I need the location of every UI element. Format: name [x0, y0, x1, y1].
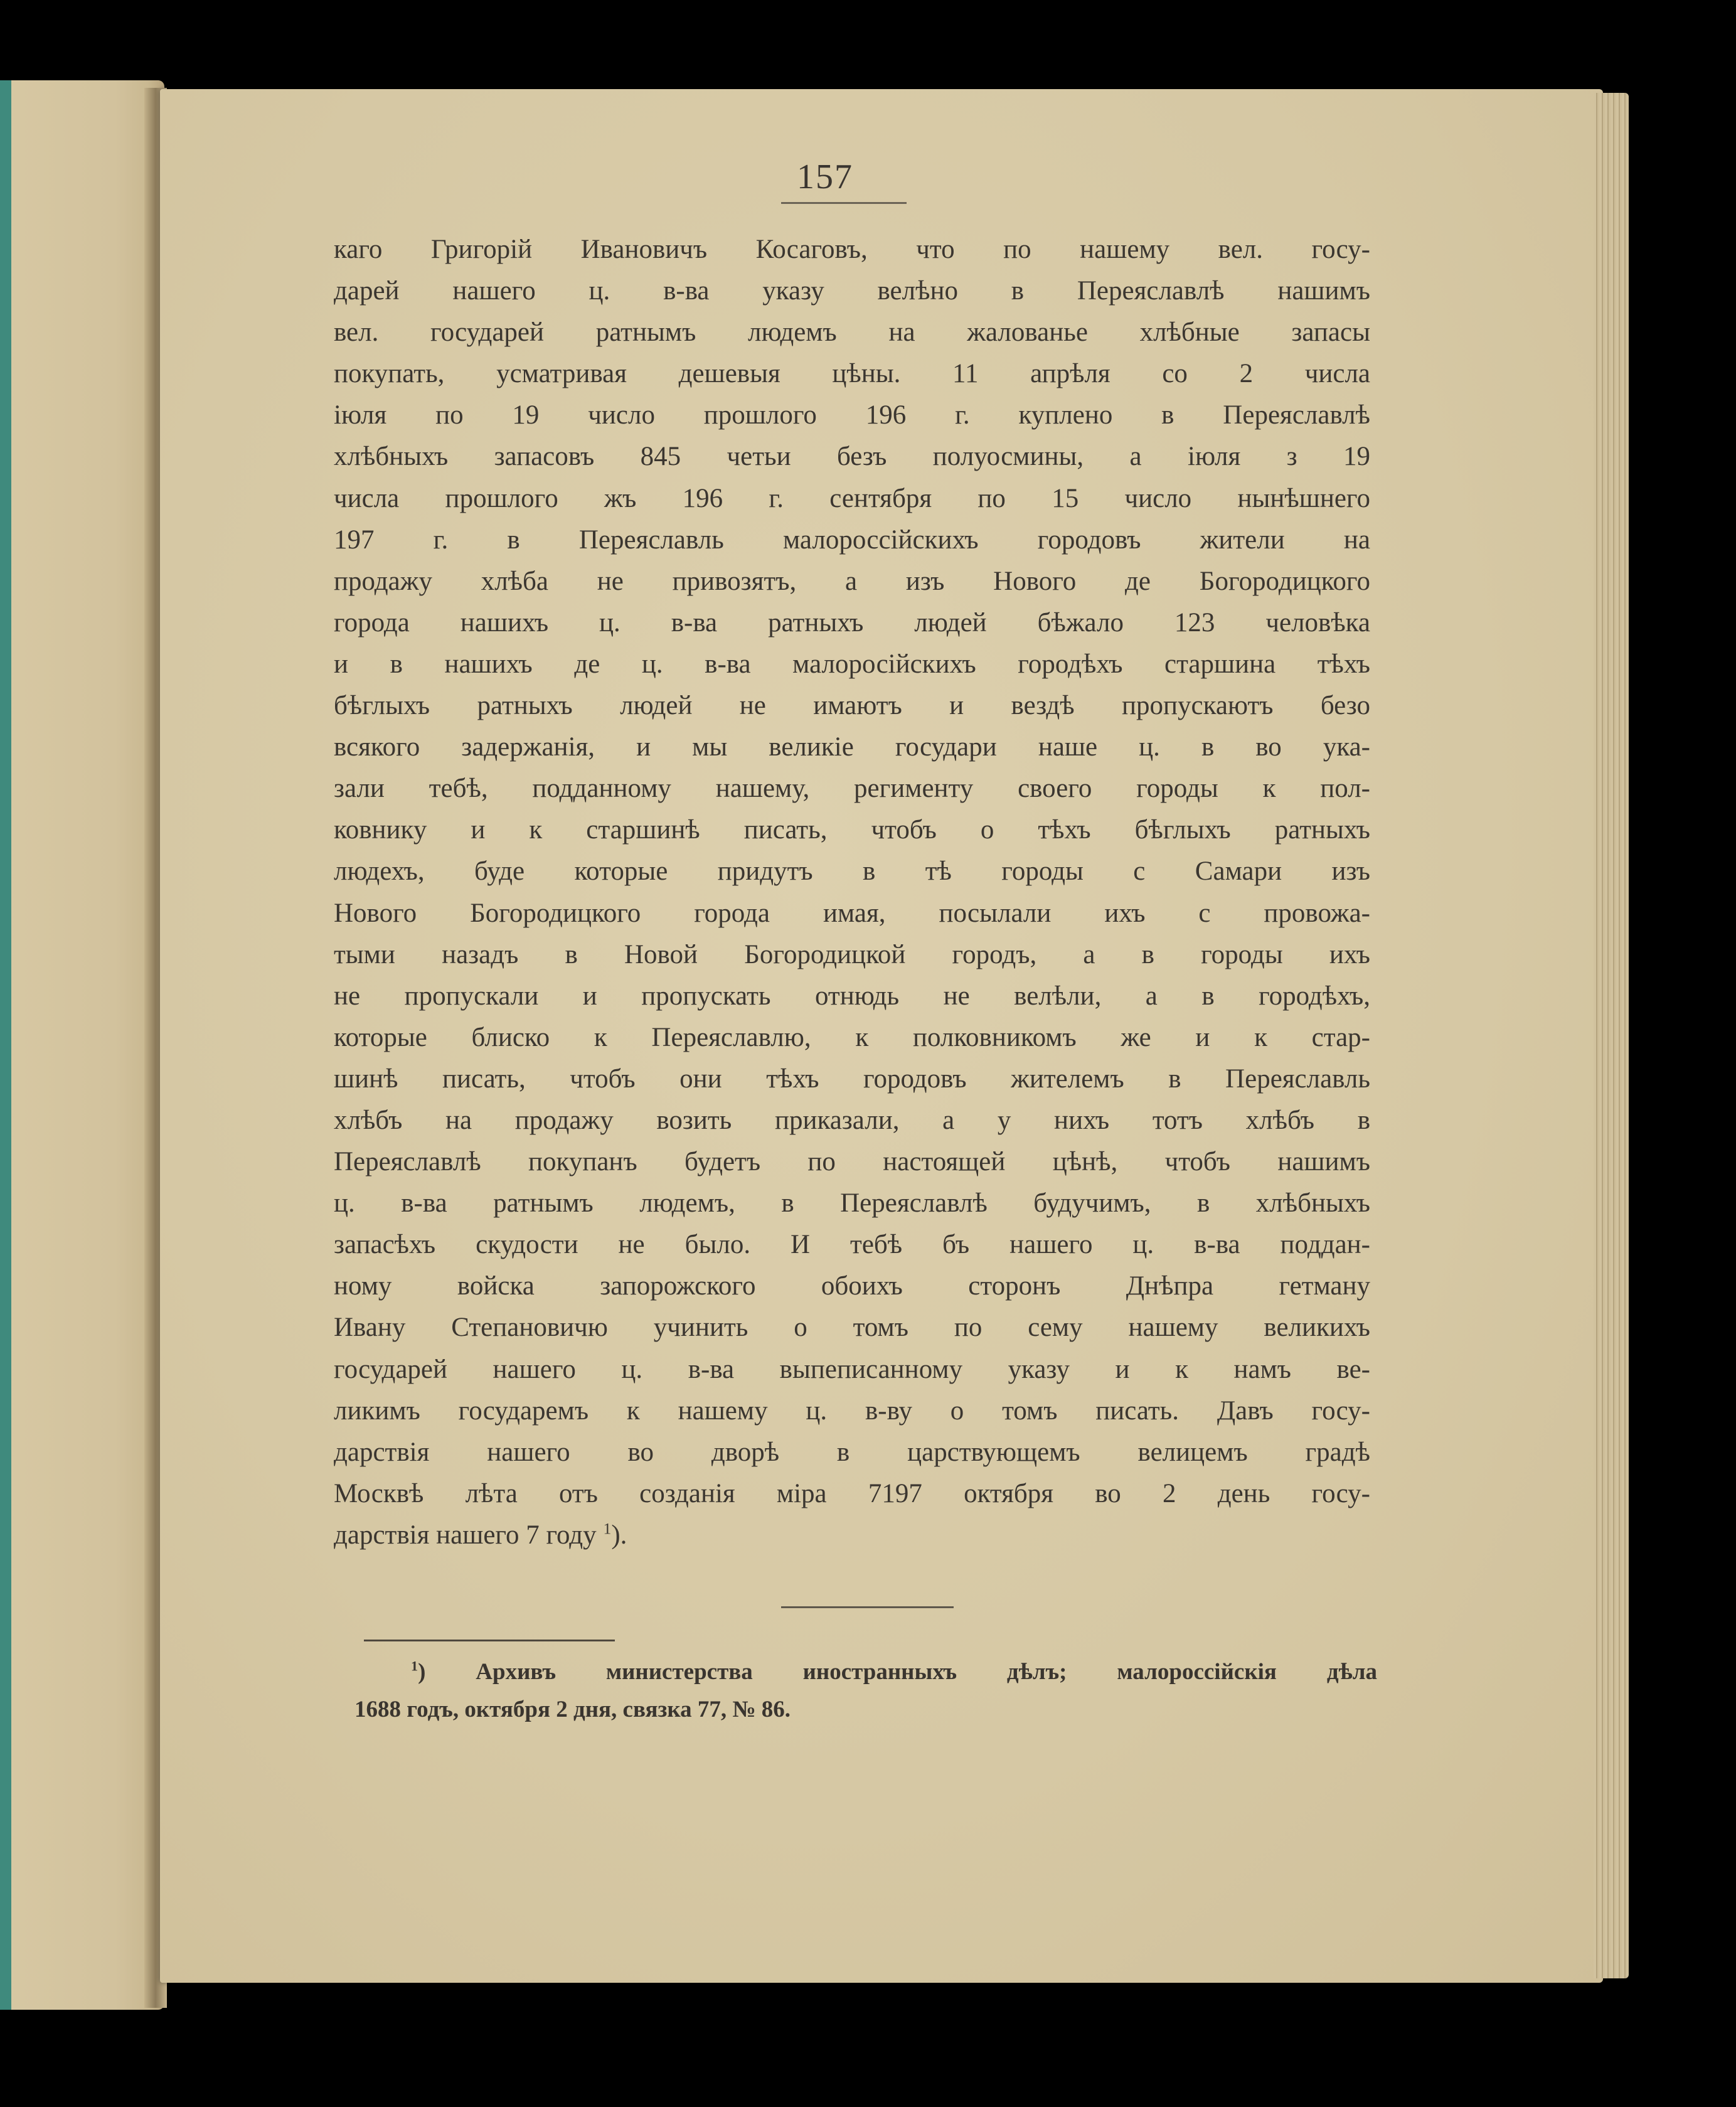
- text-line: Ивану Степановичю учинить о томъ по сему нашему великихъ: [334, 1313, 1370, 1343]
- text-line: хлѣбныхъ запасовъ 845 четьи безъ полуосмины, а іюля з 19: [334, 442, 1370, 472]
- text-line: людехъ, буде которые придутъ в тѣ городы с Самари изъ: [334, 856, 1370, 887]
- text-line: бѣглыхъ ратныхъ людей не имаютъ и вездѣ пропускаютъ безо: [334, 691, 1370, 721]
- text-line: Москвѣ лѣта отъ созданія міра 7197 октября во 2 день госу-: [334, 1478, 1370, 1508]
- footnote-reference: 1: [603, 1519, 612, 1538]
- footnote-marker: 1: [411, 1658, 418, 1674]
- header-rule: [781, 202, 907, 204]
- text-line: дарствія нашего во дворѣ в царствующемъ велицемъ градѣ: [334, 1437, 1370, 1467]
- text-line: Нового Богородицкого города имая, посылали ихъ с провожа-: [334, 898, 1370, 928]
- footnote-rule: [364, 1640, 615, 1641]
- text-line: Переяславлѣ покупанъ будетъ по настоящей цѣнѣ, чтобъ нашимъ: [334, 1147, 1370, 1177]
- text-line: государей нашего ц. в-ва выпеписанному указу и к намъ ве-: [334, 1354, 1370, 1384]
- text-line-last: [334, 1515, 1370, 1556]
- text-line: 197 г. в Переяславль малороссійскихъ городовъ жители на: [334, 525, 1370, 555]
- text-line: каго Григорій Ивановичъ Косаговъ, что по нашему вел. госу-: [334, 235, 1370, 264]
- text-line: и в нашихъ де ц. в-ва малоросійскихъ городѣхъ старшина тѣхъ: [334, 649, 1370, 679]
- text-line: іюля по 19 число прошлого 196 г. куплено в Переяславлѣ: [334, 400, 1370, 430]
- footnote-text: ) Архивъ министерства иностранныхъ дѣлъ; малороссійскія дѣла: [418, 1659, 1377, 1685]
- page-edges: [1594, 93, 1629, 1978]
- page-number: 157: [797, 157, 853, 196]
- text-line: ликимъ государемъ к нашему ц. в-ву о томъ писать. Давъ госу-: [334, 1395, 1370, 1426]
- text-line: шинѣ писать, чтобъ они тѣхъ городовъ жителемъ в Переяславль: [334, 1064, 1370, 1094]
- body-text: [334, 229, 1370, 1556]
- text-line: зали тебѣ, подданному нашему, регименту своего городы к пол-: [334, 774, 1370, 804]
- book-cover-edge: [0, 80, 11, 2010]
- text-line: не пропускали и пропускать отнюдь не велѣли, а в городѣхъ,: [334, 981, 1370, 1011]
- footnote-line: 1688 годъ, октября 2 дня, связка 77, № 86.: [354, 1697, 791, 1722]
- text-line: ц. в-ва ратнымъ людемъ, в Переяславлѣ будучимъ, в хлѣбныхъ: [334, 1188, 1370, 1219]
- text-line: всякого задержанія, и мы великіе государи наше ц. в во ука-: [334, 732, 1370, 762]
- text-line: дарей нашего ц. в-ва указу велѣно в Переяславлѣ нашимъ: [334, 276, 1370, 306]
- text-line-content: дарствія нашего 7 году: [334, 1520, 604, 1550]
- text-line: которые блиско к Переяславлю, к полковникомъ же и к стар-: [334, 1022, 1370, 1052]
- text-line: ковнику и к старшинѣ писать, чтобъ о тѣхъ бѣглыхъ ратныхъ: [334, 815, 1370, 845]
- footnote: [354, 1653, 1377, 1729]
- text-line: продажу хлѣба не привозятъ, а изъ Нового де Богородицкого: [334, 566, 1370, 596]
- text-line: вел. государей ратнымъ людемъ на жалованье хлѣбные запасы: [334, 317, 1370, 348]
- text-line: тыми назадъ в Новой Богородицкой городъ, а в городы ихъ: [334, 939, 1370, 969]
- text-line: города нашихъ ц. в-ва ратныхъ людей бѣжало 123 человѣка: [334, 607, 1370, 637]
- previous-page: [0, 80, 164, 2010]
- text-line: числа прошлого жъ 196 г. сентября по 15 число нынѣшнего: [334, 483, 1370, 513]
- footnote-line: [354, 1653, 1377, 1691]
- end-of-text-rule: [781, 1606, 954, 1608]
- text-line: покупать, усматривая дешевыя цѣны. 11 апрѣля со 2 числа: [334, 359, 1370, 389]
- text-line-tail: ).: [611, 1520, 627, 1550]
- text-line: хлѣбъ на продажу возить приказали, а у нихъ тотъ хлѣбъ в: [334, 1105, 1370, 1135]
- text-line: запасѣхъ скудости не было. И тебѣ бъ нашего ц. в-ва поддан-: [334, 1230, 1370, 1260]
- text-line: ному войска запорожского обоихъ сторонъ Днѣпра гетману: [334, 1271, 1370, 1301]
